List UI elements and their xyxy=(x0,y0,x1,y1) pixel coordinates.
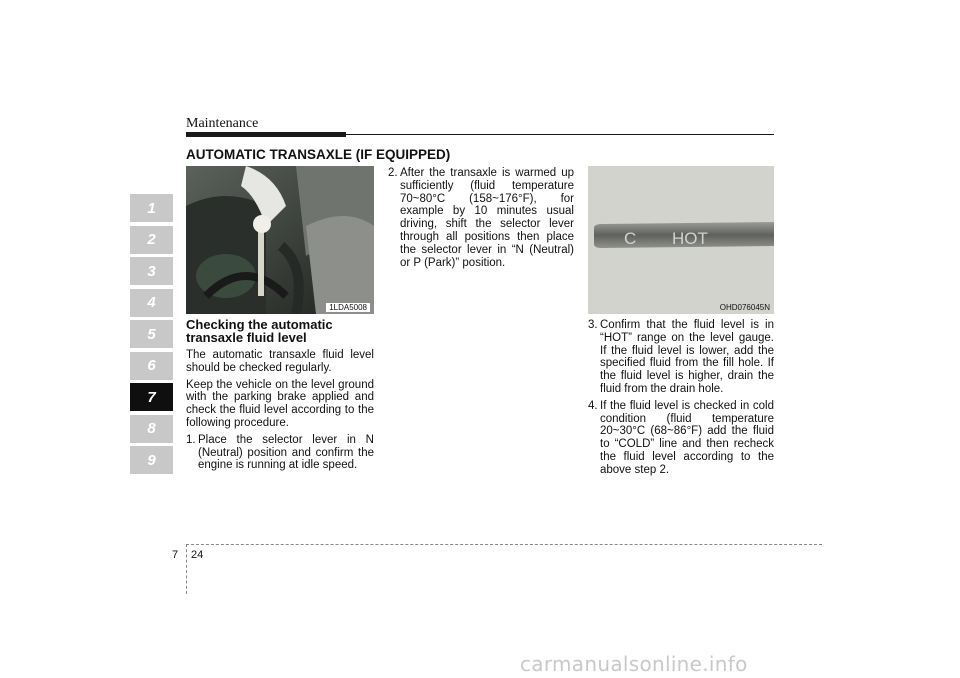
footer-rule xyxy=(186,544,822,545)
right-column xyxy=(588,319,774,481)
engine-bay-photo xyxy=(186,166,374,314)
step-1-text: Place the selector lever in N (Neutral) position and confirm the engine is running at idle speed. xyxy=(198,433,374,472)
chapter-tab-4[interactable]: 4 xyxy=(130,289,173,317)
dipstick-mark-hot: HOT xyxy=(672,229,708,248)
middle-column xyxy=(388,167,574,273)
dipstick-photo xyxy=(588,166,774,314)
dipstick-illustration xyxy=(588,166,774,314)
chapter-tab-5[interactable]: 5 xyxy=(130,320,173,348)
header-section-label: Maintenance xyxy=(186,116,259,131)
chapter-tab-6[interactable]: 6 xyxy=(130,352,173,380)
step-1 xyxy=(186,434,374,472)
step-1-number: 1. xyxy=(186,433,196,446)
paragraph-intro: The automatic transaxle fluid level should be checked regularly. xyxy=(186,349,374,374)
header-rule-thin xyxy=(346,134,774,135)
chapter-tab-2[interactable]: 2 xyxy=(130,226,173,254)
header-rule-thick xyxy=(186,132,346,137)
figure-code-2: OHD076045N xyxy=(719,303,770,312)
paragraph-procedure: Keep the vehicle on the level ground with the parking brake applied and check the fluid level according to the following procedure. xyxy=(186,378,374,429)
step-4 xyxy=(588,400,774,477)
step-2-number: 2. xyxy=(388,167,398,179)
chapter-tab-3[interactable]: 3 xyxy=(130,257,173,285)
dipstick-mark-cold: C xyxy=(624,229,637,248)
chapter-tab-8[interactable]: 8 xyxy=(130,415,173,443)
chapter-tab-1[interactable]: 1 xyxy=(130,194,173,222)
footer-chapter-number: 7 xyxy=(172,549,179,561)
step-2-text: After the transaxle is warmed up sufficiently (fluid temperature 70~80°C (158~176°F), for example by 10 minutes usual driving, shift the selector lever through all positions then place the selector lever in “N (Neutral) or P (Park)” position. xyxy=(400,167,574,269)
section-title: AUTOMATIC TRANSAXLE (IF EQUIPPED) xyxy=(186,147,451,162)
step-2 xyxy=(388,167,574,269)
figure-code-1: 1LDA5008 xyxy=(326,303,370,312)
step-4-text: If the fluid level is checked in cold condition (fluid temperature 20~30°C (68~86°F) add the fluid to “COLD” line and then recheck the fluid level according to the above step 2. xyxy=(600,399,774,476)
step-3-text: Confirm that the fluid level is in “HOT” range on the level gauge. If the fluid level is lower, add the specified fluid from the fill hole. If the fluid level is higher, drain the fluid from the drain hole. xyxy=(600,319,774,395)
chapter-tab-9[interactable]: 9 xyxy=(130,446,173,474)
watermark: carmanualsonline.info xyxy=(520,652,748,676)
footer-vertical-rule xyxy=(186,544,187,594)
step-3 xyxy=(588,319,774,396)
step-3-number: 3. xyxy=(588,319,598,331)
step-4-number: 4. xyxy=(588,399,598,412)
left-column xyxy=(186,318,374,476)
chapter-tabs xyxy=(130,194,173,478)
subsection-heading: Checking the automatic transaxle fluid level xyxy=(186,317,333,345)
footer-page-number: 24 xyxy=(191,549,204,561)
chapter-tab-7[interactable]: 7 xyxy=(130,383,173,411)
engine-bay-illustration xyxy=(186,166,374,314)
